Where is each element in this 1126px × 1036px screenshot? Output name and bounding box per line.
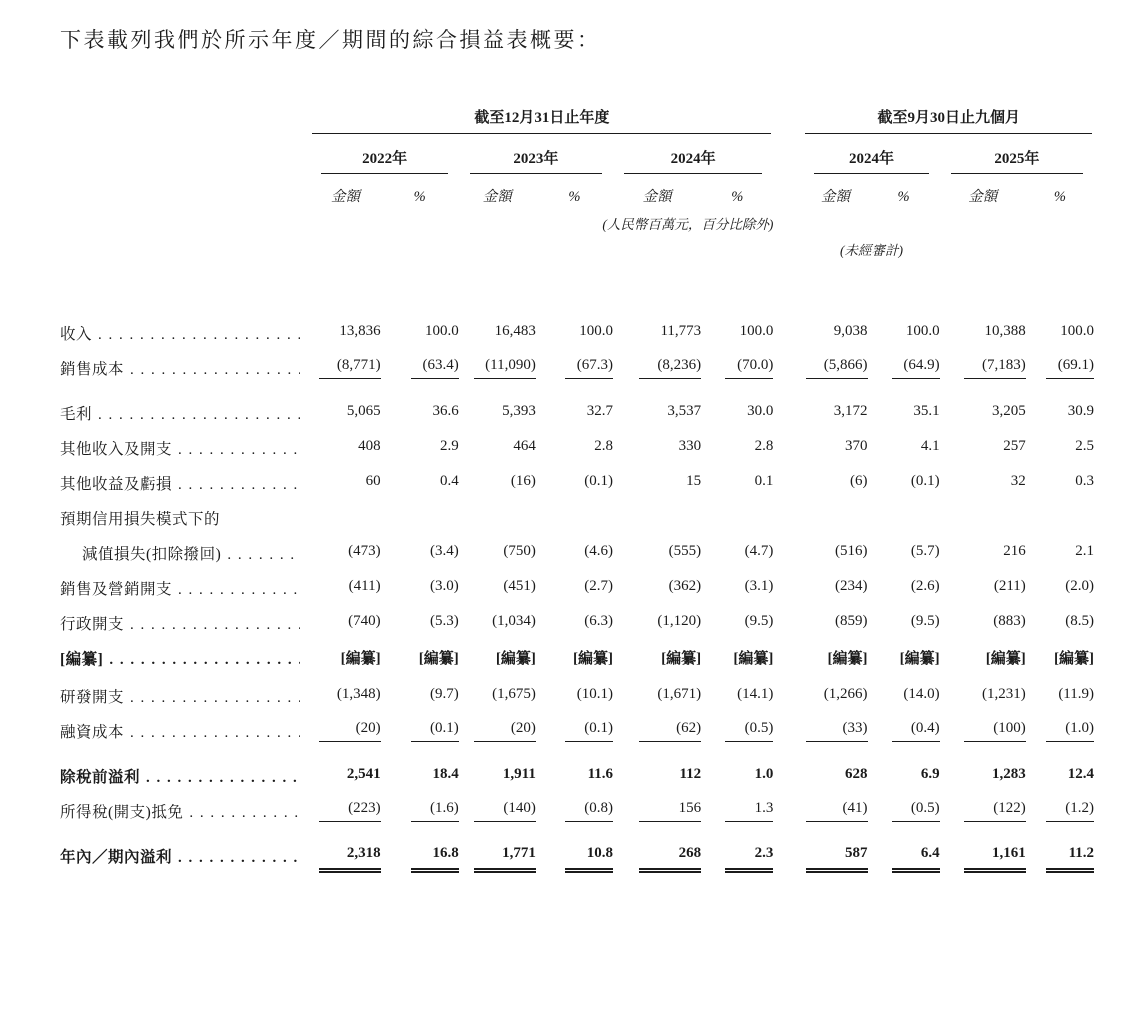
- cell-value: (62): [613, 707, 701, 742]
- cell-value: 36.6: [432, 403, 459, 419]
- row-label-cell: [60, 787, 310, 822]
- period-group-annual-label: 截至12月31日止年度: [312, 106, 771, 134]
- cell-value: [編纂]: [985, 651, 1026, 667]
- row-label: 年內／期內溢利: [60, 849, 173, 866]
- cell-value: 2.1: [1075, 543, 1094, 559]
- cell-value: 5,065: [346, 403, 381, 419]
- gap-column: [773, 529, 803, 564]
- cell-value: (0.5): [868, 787, 940, 822]
- cell-value: (0.8): [536, 787, 613, 822]
- row-label-cell: [60, 822, 310, 867]
- row-label: 銷售及營銷開支: [60, 581, 173, 598]
- amount-header: 金額: [968, 189, 998, 205]
- cell-value: 2.8: [754, 438, 774, 454]
- cell-value: 0.1: [754, 473, 774, 489]
- cell-value: 1,771: [459, 822, 536, 873]
- row-label: 行政開支: [60, 616, 125, 633]
- cell-value: (7,183): [940, 344, 1026, 379]
- amount-header: 金額: [642, 189, 672, 205]
- cell-value: 1,283: [992, 766, 1026, 782]
- table-row: [60, 424, 1094, 459]
- cell-value: (2.6): [910, 578, 940, 594]
- cell-value: (11.9): [1058, 686, 1094, 702]
- cell-value: (6): [850, 473, 868, 489]
- cell-value: 0.4: [439, 473, 459, 489]
- row-label-cell: [60, 309, 310, 344]
- cell-value: (859): [835, 613, 868, 629]
- cell-value: [編纂]: [899, 651, 940, 667]
- row-label: 毛利: [60, 406, 93, 423]
- year-header-9m2024: 2024年: [803, 134, 939, 174]
- cell-value: (750): [503, 543, 536, 559]
- table-row: [60, 822, 1094, 873]
- cell-value: 100.0: [905, 323, 940, 339]
- cell-value: 100.0: [579, 323, 613, 339]
- gap-column: [773, 309, 803, 344]
- cell-value: 1,161: [940, 822, 1026, 873]
- row-label: 除稅前溢利: [60, 769, 141, 786]
- period-group-interim-label: 截至9月30日止九個月: [805, 106, 1092, 134]
- gap-column: [773, 424, 803, 459]
- period-group-interim: [803, 106, 1094, 134]
- cell-value: (362): [668, 578, 702, 594]
- row-label: 其他收入及開支: [60, 441, 173, 458]
- year-header-row: [60, 134, 1094, 174]
- row-label: 減值損失(扣除撥回): [82, 546, 222, 563]
- subheader-row: [60, 174, 1094, 206]
- cell-value: (1,231): [982, 686, 1026, 702]
- cell-value: (0.4): [868, 707, 940, 742]
- amount-header: 金額: [331, 189, 361, 205]
- gap-column: [773, 672, 803, 707]
- cell-value: 1,911: [502, 766, 536, 782]
- cell-value: 11,773: [660, 323, 702, 339]
- cell-value: (0.1): [536, 707, 613, 742]
- cell-value: (5,866): [803, 344, 867, 379]
- dot-leader: [130, 689, 300, 707]
- cell-value: (20): [310, 707, 380, 742]
- dot-leader: [178, 441, 300, 459]
- cell-value: 10,388: [984, 323, 1026, 339]
- cell-value: 10.8: [536, 822, 613, 873]
- cell-value: 12.4: [1067, 766, 1094, 782]
- cell-value: (1,266): [823, 686, 868, 702]
- cell-value: (1.6): [381, 787, 459, 822]
- cell-value: (5.3): [429, 613, 459, 629]
- cell-value: (14.0): [903, 686, 940, 702]
- dot-leader: [227, 546, 300, 564]
- cell-value: (411): [348, 578, 381, 594]
- cell-value: 216: [1003, 543, 1026, 559]
- table-row: [60, 634, 1094, 672]
- cell-value: 100.0: [424, 323, 459, 339]
- cell-value: (740): [348, 613, 381, 629]
- cell-value: (9.5): [744, 613, 774, 629]
- percent-header: %: [731, 189, 744, 205]
- year-header-2022: 2022年: [310, 134, 458, 174]
- gap-column: [773, 822, 803, 873]
- cell-value: (9.5): [910, 613, 940, 629]
- cell-value: 2.5: [1075, 438, 1094, 454]
- table-row: [60, 494, 1094, 529]
- cell-value: [編纂]: [1054, 651, 1094, 667]
- cell-value: 11.6: [587, 766, 613, 782]
- cell-value: 32: [1010, 473, 1026, 489]
- cell-value: 2,541: [346, 766, 381, 782]
- cell-value: 3,537: [667, 403, 702, 419]
- cell-value: [編纂]: [340, 651, 381, 667]
- cell-value: (2.7): [584, 578, 613, 594]
- row-label-cell: [60, 564, 310, 599]
- cell-value: 628: [845, 766, 868, 782]
- row-label-cell: [60, 529, 310, 564]
- table-row: [60, 529, 1094, 564]
- cell-value: 18.4: [432, 766, 459, 782]
- gap-column: [773, 134, 803, 174]
- year-header-2023: 2023年: [459, 134, 613, 174]
- cell-value: (1,120): [657, 613, 702, 629]
- cell-value: 2,318: [310, 822, 380, 873]
- cell-value: (451): [503, 578, 536, 594]
- cell-value: (883): [993, 613, 1026, 629]
- table-row: [60, 309, 1094, 344]
- cell-value: [編纂]: [733, 651, 774, 667]
- cell-value: (11,090): [459, 344, 536, 379]
- dot-leader: [98, 406, 300, 424]
- year-header-9m2025: 2025年: [940, 134, 1094, 174]
- cell-value: 1.0: [754, 766, 774, 782]
- cell-value: (1,671): [657, 686, 702, 702]
- cell-value: (9.7): [429, 686, 459, 702]
- cell-value: (20): [459, 707, 536, 742]
- row-label-cell: [60, 379, 310, 424]
- row-label-cell: [60, 459, 310, 494]
- page-title: 下表載列我們於所示年度／期間的綜合損益表概要：: [60, 28, 601, 52]
- dot-leader: [178, 476, 300, 494]
- cell-value: (6.3): [584, 613, 613, 629]
- amount-header: 金額: [820, 189, 850, 205]
- cell-value: 257: [1003, 438, 1026, 454]
- cell-value: (122): [940, 787, 1026, 822]
- cell-value: (1,348): [336, 686, 381, 702]
- gap-column: [773, 787, 803, 822]
- cell-value: (555): [668, 543, 702, 559]
- cell-value: 4.1: [920, 438, 940, 454]
- cell-value: 3,172: [833, 403, 868, 419]
- cell-value: 330: [678, 438, 702, 454]
- table-row: [60, 379, 1094, 424]
- cell-value: 35.1: [913, 403, 940, 419]
- row-label: [編纂]: [60, 651, 104, 668]
- table-row: [60, 459, 1094, 494]
- row-label: 預期信用損失模式下的: [60, 511, 221, 528]
- year-header-2024: 2024年: [613, 134, 773, 174]
- cell-value: 5,393: [502, 403, 536, 419]
- cell-value: 15: [686, 473, 702, 489]
- gap-column: [773, 233, 803, 259]
- row-label-cell: [60, 634, 310, 669]
- cell-value: (3.1): [744, 578, 774, 594]
- row-label-cell: [60, 599, 310, 634]
- units-note: (人民幣百萬元，百分比除外): [602, 217, 774, 232]
- table-row: [60, 599, 1094, 634]
- cell-value: 268: [613, 822, 701, 873]
- cell-value: 100.0: [739, 323, 774, 339]
- cell-value: 16.8: [381, 822, 459, 873]
- row-label: 收入: [60, 326, 93, 343]
- table-row: [60, 564, 1094, 599]
- cell-value: 9,038: [833, 323, 868, 339]
- cell-value: 2.3: [701, 822, 773, 873]
- cell-value: [編纂]: [418, 651, 459, 667]
- cell-value: 156: [613, 787, 701, 822]
- gap-column: [773, 459, 803, 494]
- unaudited-note-row: [60, 233, 1094, 259]
- cell-value: 0.3: [1075, 473, 1094, 489]
- cell-value: (69.1): [1026, 344, 1094, 379]
- period-group-row: [60, 106, 1094, 134]
- cell-value: 60: [365, 473, 381, 489]
- cell-value: (4.6): [584, 543, 613, 559]
- cell-value: (8,771): [310, 344, 380, 379]
- gap-column: [773, 344, 803, 379]
- gap-column: [773, 599, 803, 634]
- gap-column: [773, 379, 803, 424]
- cell-value: (516): [835, 543, 868, 559]
- cell-value: (14.1): [737, 686, 774, 702]
- row-label-cell: [60, 424, 310, 459]
- cell-value: 30.0: [747, 403, 774, 419]
- dot-leader: [130, 361, 300, 379]
- dot-leader: [178, 581, 300, 599]
- cell-value: (70.0): [701, 344, 773, 379]
- row-label: 所得稅(開支)抵免: [60, 804, 184, 821]
- dot-leader: [109, 651, 300, 669]
- cell-value: (0.1): [381, 707, 459, 742]
- amount-header: 金額: [482, 189, 512, 205]
- cell-value: (1.0): [1026, 707, 1094, 742]
- cell-value: (3.0): [429, 578, 459, 594]
- dot-leader: [130, 724, 300, 742]
- cell-value: (223): [310, 787, 380, 822]
- gap-column: [773, 564, 803, 599]
- cell-value: 6.9: [920, 766, 940, 782]
- cell-value: 6.4: [868, 822, 940, 873]
- cell-value: (5.7): [910, 543, 940, 559]
- cell-value: (1,034): [492, 613, 536, 629]
- table-row: [60, 707, 1094, 742]
- row-label: 其他收益及虧損: [60, 476, 173, 493]
- cell-value: (41): [803, 787, 867, 822]
- cell-value: 408: [358, 438, 381, 454]
- percent-header: %: [1053, 189, 1066, 205]
- row-label-cell: [60, 742, 310, 787]
- row-label-cell: [60, 344, 310, 379]
- cell-value: (3.4): [429, 543, 459, 559]
- cell-value: [編纂]: [495, 651, 536, 667]
- percent-header: %: [897, 189, 910, 205]
- cell-value: (140): [459, 787, 536, 822]
- dot-leader: [189, 804, 300, 822]
- cell-value: (4.7): [744, 543, 774, 559]
- cell-value: 13,836: [339, 323, 381, 339]
- row-label: 銷售成本: [60, 361, 125, 378]
- table-row: [60, 787, 1094, 822]
- cell-value: (211): [993, 578, 1026, 594]
- cell-value: 370: [845, 438, 868, 454]
- dot-leader: [98, 326, 300, 344]
- gap-column: [773, 742, 803, 787]
- table-row: [60, 344, 1094, 379]
- gap-column: [773, 174, 803, 206]
- cell-value: (473): [348, 543, 381, 559]
- cell-value: (0.1): [584, 473, 613, 489]
- cell-value: (1,675): [492, 686, 536, 702]
- cell-value: 30.9: [1067, 403, 1094, 419]
- table-row: [60, 672, 1094, 707]
- cell-value: (0.5): [701, 707, 773, 742]
- dot-leader: [178, 849, 300, 867]
- cell-value: [編纂]: [661, 651, 702, 667]
- gap-column: [773, 707, 803, 742]
- units-note-row: [60, 206, 1094, 233]
- dot-leader: [130, 616, 300, 634]
- cell-value: 2.8: [594, 438, 613, 454]
- row-label: 融資成本: [60, 724, 125, 741]
- row-label: 研發開支: [60, 689, 125, 706]
- gap-column: [773, 206, 803, 233]
- row-label-cell: [60, 494, 310, 529]
- period-group-annual: [310, 106, 773, 134]
- cell-value: [編纂]: [573, 651, 613, 667]
- income-statement-table: [60, 106, 1094, 873]
- cell-value: (8.5): [1065, 613, 1094, 629]
- table-row: [60, 742, 1094, 787]
- cell-value: 11.2: [1026, 822, 1094, 873]
- cell-value: [編纂]: [827, 651, 868, 667]
- row-label-cell: [60, 672, 310, 707]
- cell-value: 32.7: [586, 403, 613, 419]
- cell-value: (8,236): [613, 344, 701, 379]
- percent-header: %: [413, 189, 426, 205]
- cell-value: (1.2): [1026, 787, 1094, 822]
- cell-value: (67.3): [536, 344, 613, 379]
- percent-header: %: [568, 189, 581, 205]
- unaudited-note: (未經審計): [840, 243, 904, 258]
- cell-value: 112: [679, 766, 702, 782]
- dot-leader: [146, 769, 300, 787]
- gap-column: [773, 106, 803, 134]
- cell-value: 16,483: [494, 323, 536, 339]
- cell-value: (16): [510, 473, 536, 489]
- cell-value: (63.4): [381, 344, 459, 379]
- table-body: [60, 309, 1094, 873]
- header-body-spacer: [60, 259, 1094, 309]
- gap-column: [773, 634, 803, 672]
- row-label-cell: [60, 707, 310, 742]
- cell-value: (100): [940, 707, 1026, 742]
- cell-value: (64.9): [868, 344, 940, 379]
- cell-value: 1.3: [701, 787, 773, 822]
- cell-value: 2.9: [439, 438, 459, 454]
- cell-value: 587: [803, 822, 867, 873]
- cell-value: 100.0: [1060, 323, 1094, 339]
- cell-value: (0.1): [910, 473, 940, 489]
- cell-value: (2.0): [1065, 578, 1094, 594]
- table-header: [60, 106, 1094, 309]
- cell-value: 3,205: [992, 403, 1026, 419]
- cell-value: (10.1): [576, 686, 613, 702]
- cell-value: (234): [835, 578, 868, 594]
- cell-value: (33): [803, 707, 867, 742]
- cell-value: 464: [513, 438, 536, 454]
